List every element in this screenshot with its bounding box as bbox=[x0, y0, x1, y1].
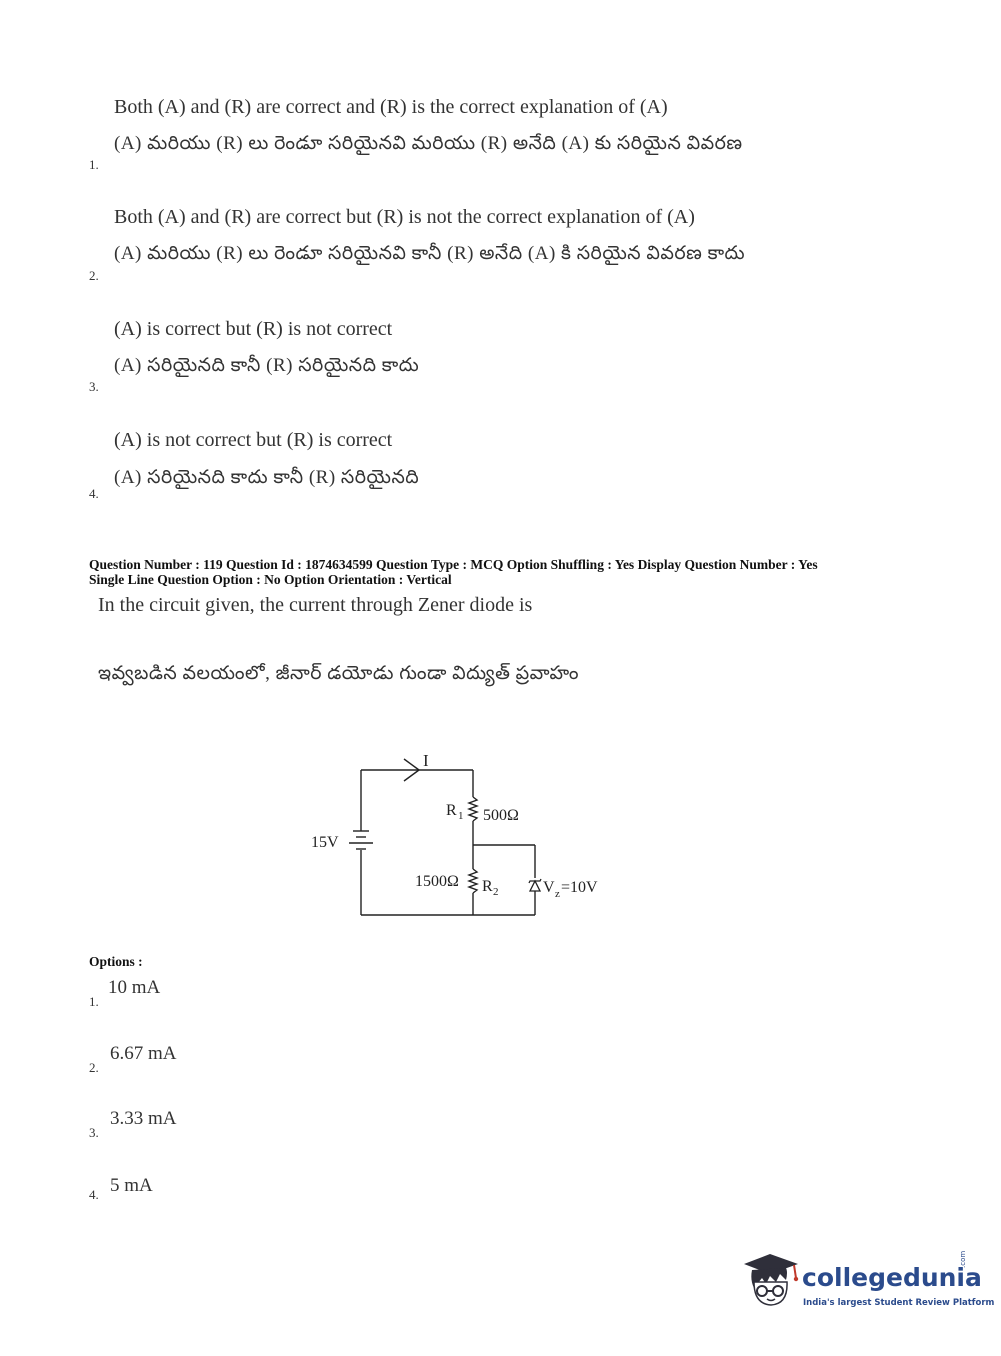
zener-voltage-value: =10V bbox=[561, 879, 598, 896]
prev-option-4-telugu: (A) సరియైనది కాదు కానీ (R) సరియైనది bbox=[114, 467, 420, 488]
resistor-r2 bbox=[469, 869, 477, 893]
prev-option-4-number: 4. bbox=[89, 486, 99, 501]
zener-voltage-label: V bbox=[543, 879, 555, 896]
prev-option-3-telugu: (A) సరియైనది కానీ (R) సరియైనది కాదు bbox=[114, 355, 420, 376]
answer-option-4-number: 4. bbox=[89, 1187, 99, 1202]
source-voltage-label: 15V bbox=[311, 834, 339, 851]
r1-label: R bbox=[446, 802, 457, 819]
r2-subscript: 2 bbox=[493, 886, 499, 898]
options-heading: Options : bbox=[89, 954, 143, 969]
r2-label: R bbox=[482, 878, 493, 895]
prev-option-3-number: 3. bbox=[89, 379, 99, 394]
question-text-telugu: ఇవ్వబడిన వలయంలో, జీనార్ డయోడు గుండా విద్యుత్ ప్రవాహం bbox=[98, 663, 580, 684]
prev-option-2-english: Both (A) and (R) are correct but (R) is not the correct explanation of (A) bbox=[114, 206, 695, 228]
logo-name: collegedunia bbox=[802, 1263, 982, 1292]
logo-tagline: India's largest Student Review Platform bbox=[803, 1298, 995, 1308]
prev-option-1-number: 1. bbox=[89, 157, 99, 172]
answer-option-1-number: 1. bbox=[89, 994, 99, 1009]
r1-value: 500Ω bbox=[483, 807, 519, 824]
question-meta-line-2: Single Line Question Option : No Option Orientation : Vertical bbox=[89, 572, 452, 587]
prev-option-1-english: Both (A) and (R) are correct and (R) is the correct explanation of (A) bbox=[114, 96, 668, 118]
zener-diode-icon bbox=[529, 879, 541, 891]
prev-option-4-english: (A) is not correct but (R) is correct bbox=[114, 429, 393, 451]
prev-option-3-english: (A) is correct but (R) is not correct bbox=[114, 318, 393, 340]
r1-subscript: 1 bbox=[458, 810, 464, 822]
answer-option-2-number: 2. bbox=[89, 1060, 99, 1075]
mascot-icon bbox=[740, 1248, 802, 1310]
resistor-r1 bbox=[469, 797, 477, 821]
circuit-diagram bbox=[300, 745, 620, 925]
answer-option-3-text: 3.33 mA bbox=[110, 1108, 177, 1129]
r2-value: 1500Ω bbox=[415, 873, 459, 890]
question-meta-line-1: Question Number : 119 Question Id : 1874634599 Question Type : MCQ Option Shuffling : Yes Display Question Number : Yes bbox=[89, 557, 818, 572]
zener-voltage-subscript: z bbox=[555, 888, 560, 900]
prev-option-2-telugu: (A) మరియు (R) లు రెండూ సరియైనవి కానీ (R) అనేది (A) కి సరియైన వివరణ కాదు bbox=[114, 243, 746, 264]
prev-option-2-number: 2. bbox=[89, 268, 99, 283]
current-label: I bbox=[423, 751, 429, 770]
answer-option-4-text: 5 mA bbox=[110, 1175, 153, 1196]
answer-option-3-number: 3. bbox=[89, 1125, 99, 1140]
prev-option-1-telugu: (A) మరియు (R) లు రెండూ సరియైనవి మరియు (R) అనేది (A) కు సరియైన వివరణ bbox=[114, 133, 743, 154]
logo-suffix: .com bbox=[959, 1250, 967, 1268]
answer-option-2-text: 6.67 mA bbox=[110, 1043, 177, 1064]
answer-option-1-text: 10 mA bbox=[108, 977, 161, 998]
question-text-english: In the circuit given, the current through Zener diode is bbox=[98, 594, 533, 616]
